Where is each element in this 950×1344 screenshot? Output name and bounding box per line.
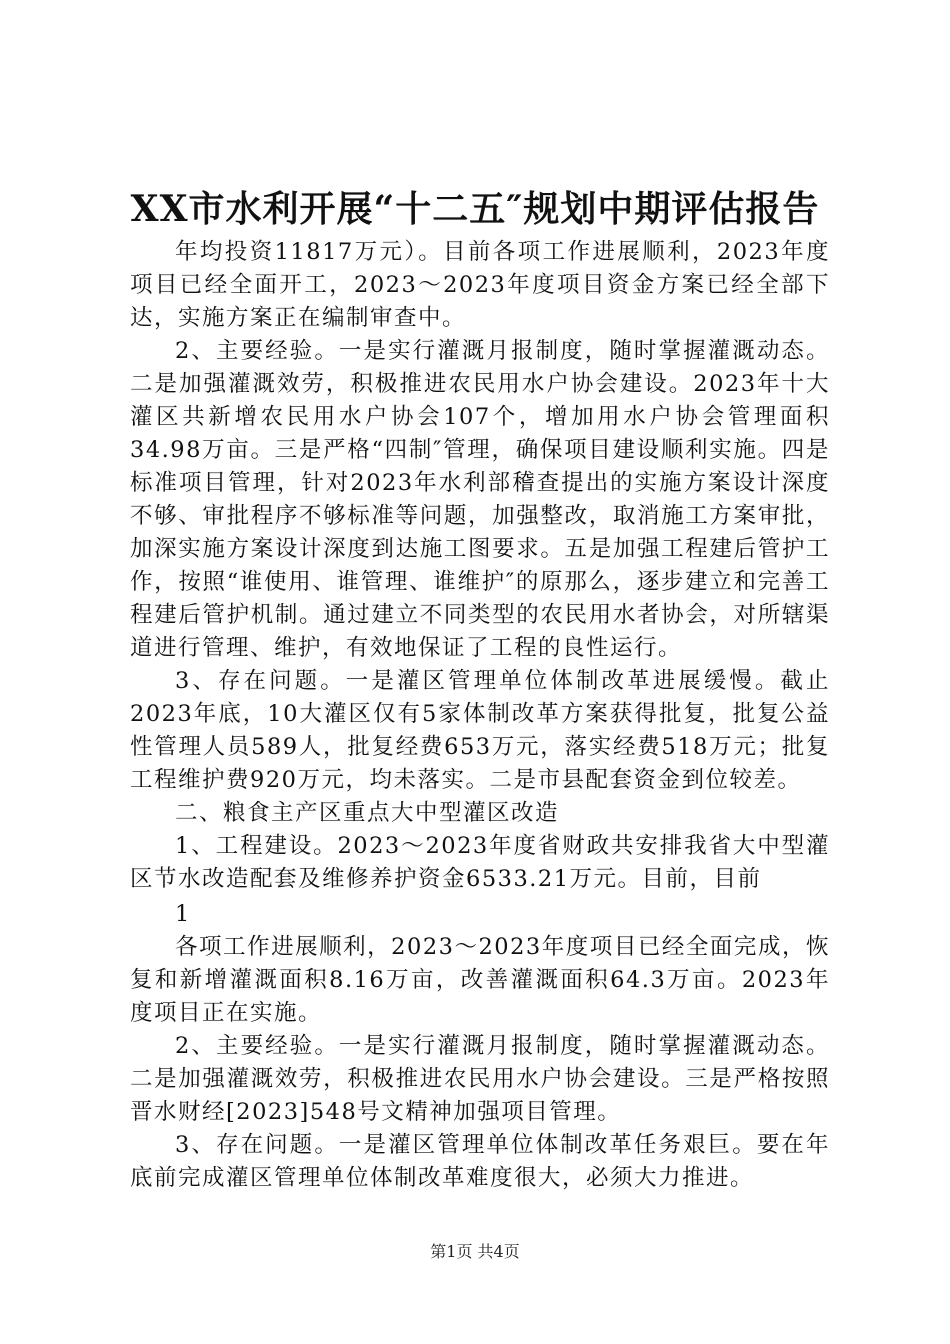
- paragraph-progress-continued: 各项工作进展顺利，2023～2023年度项目已经全面完成，恢复和新增灌溉面积8.16万亩，改善灌溉面积64.3万亩。2023年度项目正在实施。: [130, 934, 830, 1026]
- page-footer: 第1页 共4页: [430, 1242, 520, 1261]
- paragraph-investment-progress: 年均投资11817万元）。目前各项工作进展顺利，2023年度项目已经全面开工，2023～2023年度项目资金方案已经全部下达，实施方案正在编制审查中。: [130, 239, 830, 331]
- document-title: XX市水利开展“十二五″规划中期评估报告: [130, 188, 820, 230]
- paragraph-existing-problems: 3、存在问题。一是灌区管理单位体制改革进展缓慢。截止2023年底，10大灌区仅有5家体制改革方案获得批复，批复公益性管理人员589人，批复经费653万元，落实经费518万元；批复工程维护费920万元，均未落实。二是市县配套资金到位较差。: [130, 668, 830, 793]
- paragraph-main-experience-2: 2、主要经验。一是实行灌溉月报制度，随时掌握灌溉动态。二是加强灌溉效劳，积极推进农民用水户协会建设。三是严格按照晋水财经[2023]548号文精神加强项目管理。: [130, 1033, 830, 1125]
- section-heading-grain-irrigation: 二、粮食主产区重点大中型灌区改造: [175, 800, 560, 826]
- paragraph-main-experience: 2、主要经验。一是实行灌溉月报制度，随时掌握灌溉动态。二是加强灌溉效劳，积极推进农民用水户协会建设。2023年十大灌区共新增农民用水户协会107个，增加用水户协会管理面积34.98万亩。三是严格“四制″管理，确保项目建设顺利实施。四是标准项目管理，针对2023年水利部稽查提出的实施方案设计深度不够、审批程序不够标准等问题，加强整改，取消施工方案审批，加深实施方案设计深度到达施工图要求。五是加强工程建后管护工作，按照“谁使用、谁管理、谁维护″的原那么，逐步建立和完善工程建后管护机制。通过建立不同类型的农民用水者协会，对所辖渠道进行管理、维护，有效地保证了工程的良性运行。: [130, 338, 830, 661]
- document-body: [130, 236, 830, 1195]
- paragraph-existing-problems-2: 3、存在问题。一是灌区管理单位体制改革任务艰巨。要在年底前完成灌区管理单位体制改革难度很大，必须大力推进。: [130, 1132, 830, 1191]
- inline-page-number: 1: [175, 901, 190, 927]
- paragraph-project-construction: 1、工程建设。2023～2023年度省财政共安排我省大中型灌区节水改造配套及维修养护资金6533.21万元。目前，目前: [130, 833, 830, 892]
